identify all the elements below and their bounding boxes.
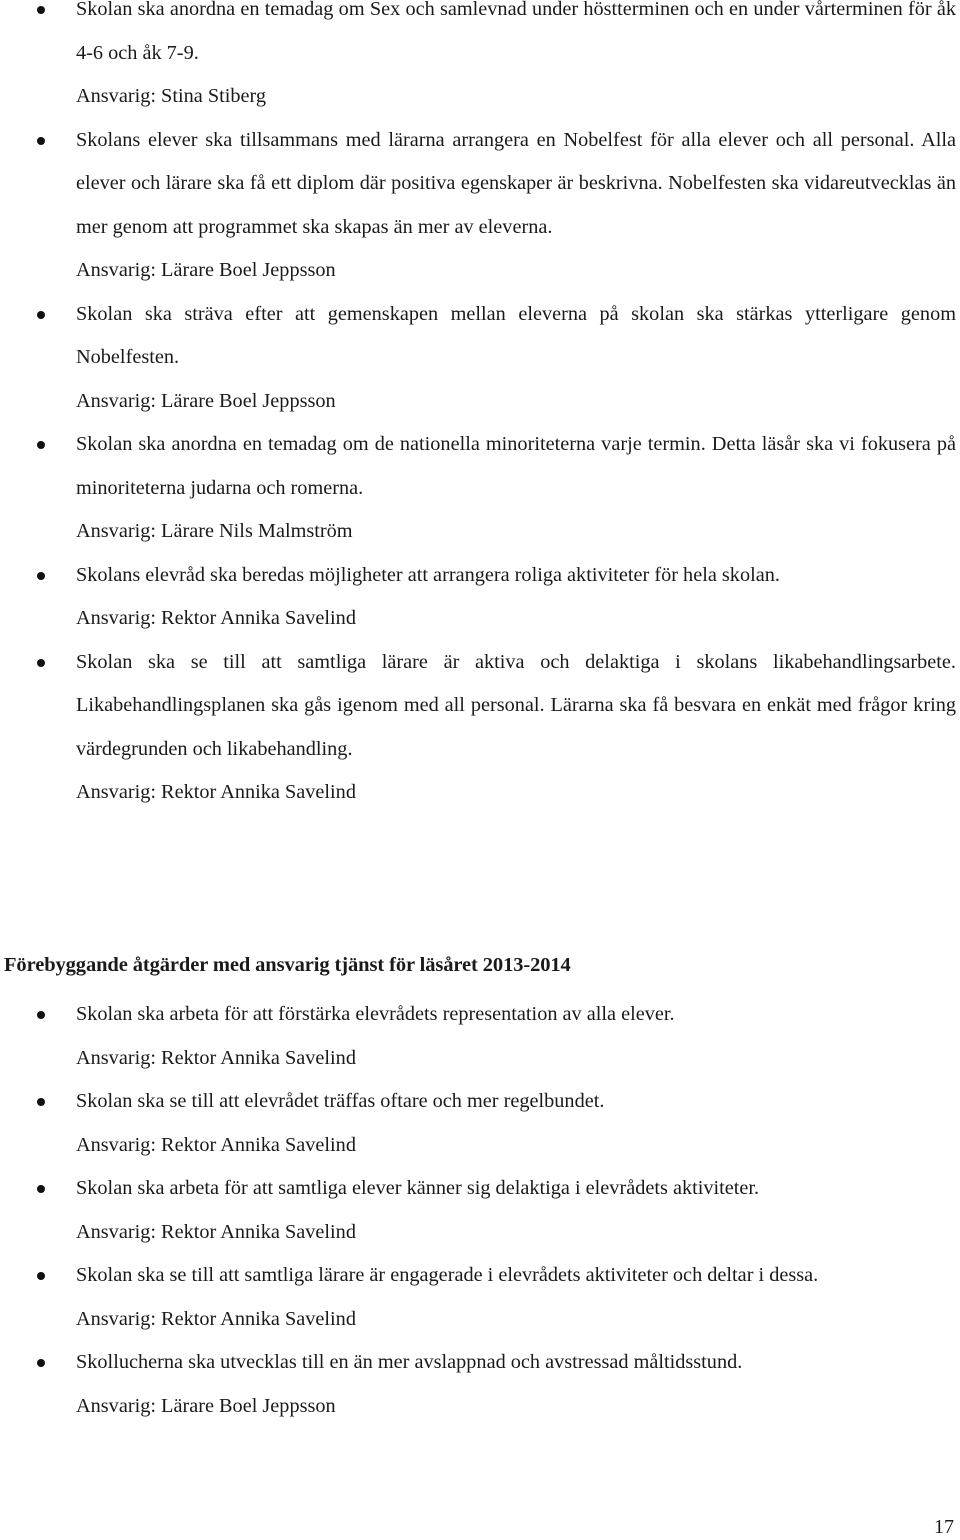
- bullet-icon: [37, 1272, 45, 1280]
- bullet-icon: [37, 1011, 45, 1019]
- item-text: Skolan ska anordna en temadag om de nationella minoriteterna varje termin. Detta läsår ska vi fokusera på minoriteterna judarna och romerna.: [76, 433, 956, 499]
- item-responsible: Ansvarig: Rektor Annika Savelind: [76, 1046, 356, 1069]
- bullet-icon: [37, 137, 45, 145]
- item-responsible: Ansvarig: Lärare Boel Jeppsson: [76, 1394, 336, 1417]
- bullet-icon: [37, 659, 45, 667]
- item-text: Skolan ska anordna en temadag om Sex och samlevnad under höstterminen och en under vårterminen för åk 4-6 och åk 7-9.: [76, 0, 956, 64]
- preventive-measures-list: [0, 993, 960, 1428]
- bullet-icon: [37, 1359, 45, 1367]
- item-text: Skolans elevråd ska beredas möjligheter att arrangera roliga aktiviteter för hela skolan.: [76, 563, 780, 586]
- page-number: 17: [934, 1516, 954, 1538]
- item-text: Skolan ska se till att elevrådet träffas oftare och mer regelbundet.: [76, 1090, 605, 1112]
- bullet-icon: [37, 1185, 45, 1193]
- item-text: Skolan ska se till att samtliga lärare är aktiva och delaktiga i skolans likabehandlingsarbete. Likabehandlingsplanen ska gås igenom med all personal. Lärarna ska få besvara en enkät med frågor kring värdegrunden och likabehandling.: [76, 650, 956, 760]
- item-text: Skolan ska sträva efter att gemenskapen mellan eleverna på skolan ska stärkas ytterligare genom Nobelfesten.: [76, 302, 956, 368]
- list-item: [0, 641, 960, 815]
- item-responsible: Ansvarig: Rektor Annika Savelind: [76, 1307, 356, 1330]
- item-responsible: Ansvarig: Stina Stiberg: [76, 85, 267, 107]
- item-text: Skolans elever ska tillsammans med lärarna arrangera en Nobelfest för alla elever och all personal. Alla elever och lärare ska få ett diplom där positiva egenskaper är beskrivna. Nobelfesten ska vidareutvecklas än mer genom att programmet ska skapas än mer av eleverna.: [76, 128, 956, 238]
- list-item: [0, 293, 960, 424]
- bullet-icon: [37, 572, 45, 580]
- item-text: Skolan ska se till att samtliga lärare är engagerade i elevrådets aktiviteter och deltar i dessa.: [76, 1264, 819, 1286]
- item-responsible: Ansvarig: Rektor Annika Savelind: [76, 781, 356, 803]
- bullet-icon: [37, 311, 45, 319]
- item-responsible: Ansvarig: Rektor Annika Savelind: [76, 607, 356, 629]
- item-text: Skollucherna ska utvecklas till en än mer avslappnad och avstressad måltidsstund.: [76, 1351, 743, 1373]
- item-responsible: Ansvarig: Lärare Nils Malmström: [76, 520, 353, 542]
- item-responsible: Ansvarig: Rektor Annika Savelind: [76, 1133, 356, 1156]
- section-heading: Förebyggande åtgärder med ansvarig tjänst för läsåret 2013-2014: [4, 954, 571, 976]
- item-responsible: Ansvarig: Lärare Boel Jeppsson: [76, 259, 336, 281]
- list-item: [0, 1341, 960, 1428]
- item-text: Skolan ska arbeta för att samtliga elever känner sig delaktiga i elevrådets aktiviteter.: [76, 1177, 760, 1199]
- list-item: [0, 1167, 960, 1254]
- list-item: [0, 423, 960, 554]
- list-item: [0, 0, 960, 119]
- list-item: [0, 119, 960, 293]
- list-item: [0, 993, 960, 1080]
- bullet-icon: [37, 6, 45, 14]
- list-item: [0, 1080, 960, 1167]
- bullet-icon: [37, 1098, 45, 1106]
- item-responsible: Ansvarig: Lärare Boel Jeppsson: [76, 389, 336, 412]
- item-responsible: Ansvarig: Rektor Annika Savelind: [76, 1220, 356, 1243]
- list-item: [0, 554, 960, 641]
- item-text: Skolan ska arbeta för att förstärka elevrådets representation av alla elever.: [76, 1003, 675, 1025]
- list-item: [0, 1254, 960, 1341]
- bullet-icon: [37, 441, 45, 449]
